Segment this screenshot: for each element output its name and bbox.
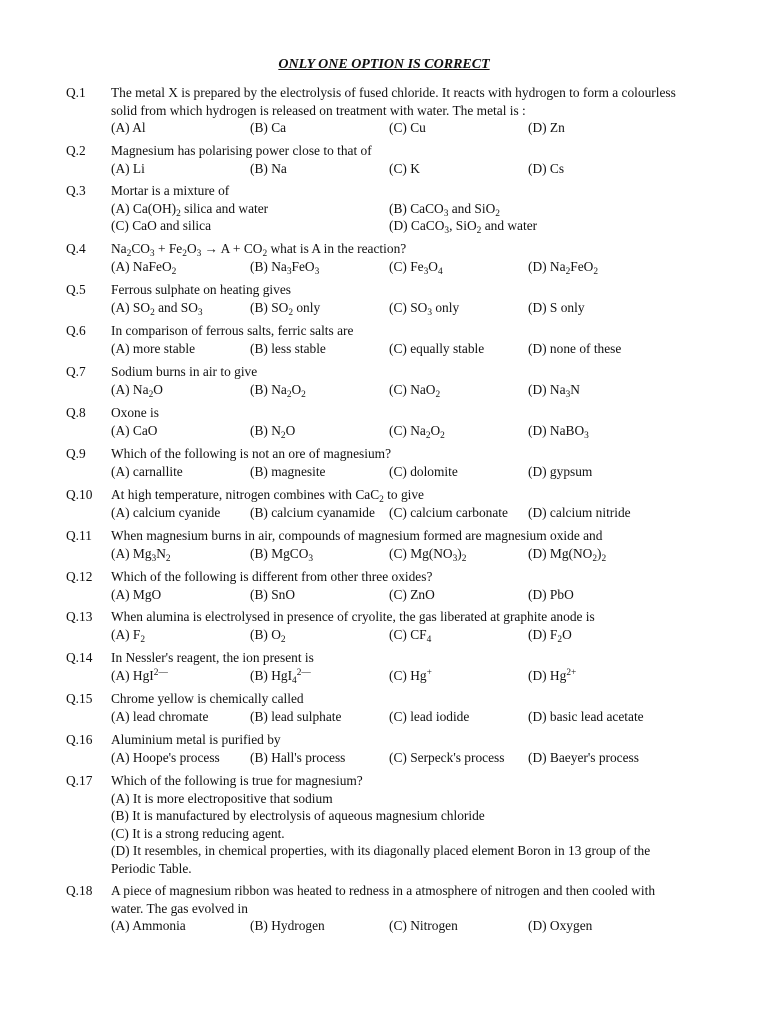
question-number: Q.1	[66, 85, 86, 100]
answer-option: (C) dolomite	[389, 463, 458, 479]
question-text: $Na_2CO_3 + Fe_2O_3 \to A + CO_2$ what is A in the reaction?	[111, 241, 407, 259]
answer-option: (A) HgI$^{2—}$	[111, 667, 168, 683]
question-body	[111, 568, 711, 603]
answer-option: (C) It is a strong reducing agent.	[111, 825, 285, 841]
options-row	[111, 463, 711, 481]
answer-option: (A) $Ca(OH)_2$ silica and water	[111, 200, 269, 219]
question-text: Magnesium has polarising power close to that of	[111, 143, 372, 158]
question-body	[111, 772, 711, 877]
page-title: ONLY ONE OPTION IS CORRECT	[278, 57, 490, 72]
question-text: A piece of magnesium ribbon was heated to redness in a atmosphere of nitrogen and then cooled with	[111, 883, 656, 898]
answer-option: (D) basic lead acetate	[528, 708, 644, 724]
question-number: Q.8	[66, 405, 86, 420]
options-row	[111, 917, 711, 935]
answer-option: (C) Hg+	[389, 667, 432, 683]
answer-option: (C) ZnO	[389, 586, 435, 602]
question-body	[111, 322, 711, 357]
answer-option: (A) Hoope's process	[111, 749, 220, 765]
answer-option: (D) It resembles, in chemical properties, with its diagonally placed element Boron in 13 group of the	[111, 843, 651, 858]
question-body	[111, 142, 711, 177]
answer-option: (D) CaCO$_3$, SiO$_2$ and water	[389, 218, 538, 236]
question-text: solid from which hydrogen is released on treatment with water. The metal is :	[111, 102, 526, 118]
answer-option: Periodic Table.	[111, 860, 192, 876]
answer-option: (B) Hall's process	[250, 749, 346, 765]
question-number: Q.12	[66, 569, 93, 584]
question-number: Q.3	[66, 183, 86, 198]
question-body	[111, 486, 711, 521]
options-row	[111, 626, 711, 644]
answer-option: (C) Cu	[389, 120, 426, 135]
answer-option: (C) CaO and silica	[111, 218, 212, 233]
answer-option: (A) carnallite	[111, 463, 183, 479]
options-row	[111, 217, 711, 235]
question-text: The metal X is prepared by the electrolysis of fused chloride. It reacts with hydrogen to form a colourless	[111, 85, 676, 100]
answer-option: (D) $Na_2FeO_2$	[528, 258, 598, 277]
answer-option: (B) SnO	[250, 586, 296, 602]
answer-option: (B) lead sulphate	[250, 708, 342, 724]
answer-option: (C) $Na_2O_2$	[389, 422, 445, 441]
answer-option: (A) Ammonia	[111, 918, 186, 933]
question-text: water. The gas evolved in	[111, 900, 248, 916]
question-number: Q.13	[66, 609, 93, 624]
question-number: Q.7	[66, 364, 86, 379]
question-body	[111, 445, 711, 480]
question-text: Oxone is	[111, 405, 159, 420]
answer-option: (D) none of these	[528, 340, 622, 356]
question-body	[111, 527, 711, 562]
question-text: Which of the following is different from other three oxides?	[111, 569, 433, 584]
question-text: When alumina is electrolysed in presence of cryolite, the gas liberated at graphite anode is	[111, 609, 595, 624]
answer-option: (C) NaO$_2$	[389, 381, 441, 400]
answer-option: (B) CaCO$_3$ and SiO$_2$	[389, 200, 500, 219]
question-text: Ferrous sulphate on heating gives	[111, 282, 291, 297]
options-row	[111, 119, 711, 137]
options-row	[111, 708, 711, 726]
answer-option: (D) $Na_3N$	[528, 381, 580, 400]
options-row	[111, 667, 711, 685]
answer-option: (C) calcium carbonate	[389, 504, 508, 520]
answer-option: (A) Li	[111, 160, 145, 176]
answer-option: (A) It is more electropositive that sodium	[111, 790, 333, 806]
question-text: Which of the following is true for magnesium?	[111, 773, 363, 788]
question-text: When magnesium burns in air, compounds of magnesium formed are magnesium oxide and	[111, 528, 603, 543]
answer-option: (D) $Hg^{2+}$	[528, 667, 577, 683]
options-row	[111, 586, 711, 604]
answer-option: (B) calcium cyanamide	[250, 504, 375, 520]
answer-option: (D) S only	[528, 299, 585, 315]
answer-option: (C) Serpeck's process	[389, 749, 505, 765]
answer-option: (C) Nitrogen	[389, 918, 458, 933]
question-body	[111, 182, 711, 235]
answer-option: (B) It is manufactured by electrolysis of aqueous magnesium chloride	[111, 808, 485, 823]
answer-option: (A) Al	[111, 120, 146, 135]
answer-option: (B) $SO_2$ only	[250, 299, 321, 318]
answer-option: (D) calcium nitride	[528, 504, 631, 520]
question-body	[111, 649, 711, 684]
question-body	[111, 281, 711, 316]
options-row	[111, 340, 711, 358]
answer-option: (A) calcium cyanide	[111, 504, 221, 520]
answer-option: (C) lead iodide	[389, 708, 470, 724]
answer-option: (C) $SO_3$ only	[389, 299, 460, 318]
answer-option: (D) $F_2O$	[528, 626, 572, 645]
answer-option: (B) Na	[250, 160, 287, 176]
answer-option: (A) $Mg_3N_2$	[111, 545, 171, 564]
answer-option: (C) $Mg(NO_3)_2$	[389, 545, 467, 564]
options-row	[111, 749, 711, 767]
answer-option: (D) Zn	[528, 120, 565, 135]
answer-option: (C) K	[389, 160, 420, 176]
question-number: Q.4	[66, 241, 86, 256]
question-text: At high temperature, nitrogen combines with CaC$_2$ to give	[111, 487, 424, 505]
question-text: Sodium burns in air to give	[111, 364, 258, 379]
question-number: Q.14	[66, 650, 93, 665]
question-text: In Nessler's reagent, the ion present is	[111, 650, 314, 665]
answer-option: (B) less stable	[250, 340, 326, 356]
options-row	[111, 545, 711, 563]
question-body	[111, 240, 711, 275]
answer-option: (A) $F_2$	[111, 626, 146, 645]
question-body	[111, 690, 711, 725]
question-body	[111, 363, 711, 398]
options-row	[111, 160, 711, 178]
question-text: Chrome yellow is chemically called	[111, 691, 304, 706]
options-row	[111, 299, 711, 317]
question-body	[111, 882, 711, 935]
question-number: Q.10	[66, 487, 93, 502]
answer-option: (B) $N_2O$	[250, 422, 296, 441]
question-number: Q.9	[66, 446, 86, 461]
question-body	[111, 404, 711, 439]
question-number: Q.18	[66, 883, 93, 898]
answer-option: (A) CaO	[111, 422, 158, 438]
question-body	[111, 608, 711, 643]
question-text: Aluminium metal is purified by	[111, 732, 281, 747]
question-body	[111, 84, 711, 137]
answer-option: (C) $Fe_3O_4$	[389, 258, 443, 277]
answer-option: (D) $Mg(NO_2)_2$	[528, 545, 607, 564]
answer-option: (D) Cs	[528, 160, 565, 176]
answer-option: (A) more stable	[111, 340, 196, 356]
answer-option: (A) $SO_2$ and $SO_3$	[111, 299, 203, 318]
answer-option: (A) MgO	[111, 586, 162, 602]
options-row	[111, 422, 711, 440]
question-text: In comparison of ferrous salts, ferric salts are	[111, 323, 354, 338]
options-row	[111, 381, 711, 399]
answer-option: (D) Baeyer's process	[528, 749, 639, 765]
question-number: Q.6	[66, 323, 86, 338]
question-text: Mortar is a mixture of	[111, 183, 230, 198]
question-number: Q.2	[66, 143, 86, 158]
options-row	[111, 504, 711, 522]
answer-option: (D) NaBO$_3$	[528, 422, 589, 441]
answer-option: (C) equally stable	[389, 340, 485, 356]
answer-option: (B) HgI$_4^{2—}$	[250, 667, 311, 686]
answer-option: (B) $Na_2O_2$	[250, 381, 306, 400]
options-row	[111, 258, 711, 276]
answer-option: (B) $O_2$	[250, 626, 286, 645]
answer-option: (B) Ca	[250, 120, 287, 135]
answer-option: (B) Hydrogen	[250, 918, 325, 933]
question-number: Q.16	[66, 732, 93, 747]
question-number: Q.17	[66, 773, 93, 788]
answer-option: (A) lead chromate	[111, 708, 209, 724]
answer-option: (B) MgCO$_3$	[250, 545, 314, 564]
question-number: Q.5	[66, 282, 86, 297]
answer-option: (A) $Na_2O$	[111, 381, 163, 400]
answer-option: (B) $Na_3FeO_3$	[250, 258, 320, 277]
options-row	[111, 200, 711, 218]
answer-option: (A) NaFeO$_2$	[111, 258, 177, 277]
answer-option: (C) $CF_4$	[389, 626, 432, 645]
question-body	[111, 731, 711, 766]
answer-option: (D) Oxygen	[528, 918, 593, 933]
answer-option: (D) PbO	[528, 586, 574, 602]
question-text: Which of the following is not an ore of magnesium?	[111, 446, 392, 461]
question-number: Q.11	[66, 528, 92, 543]
question-number: Q.15	[66, 691, 93, 706]
answer-option: (B) magnesite	[250, 463, 326, 479]
answer-option: (D) gypsum	[528, 463, 593, 479]
